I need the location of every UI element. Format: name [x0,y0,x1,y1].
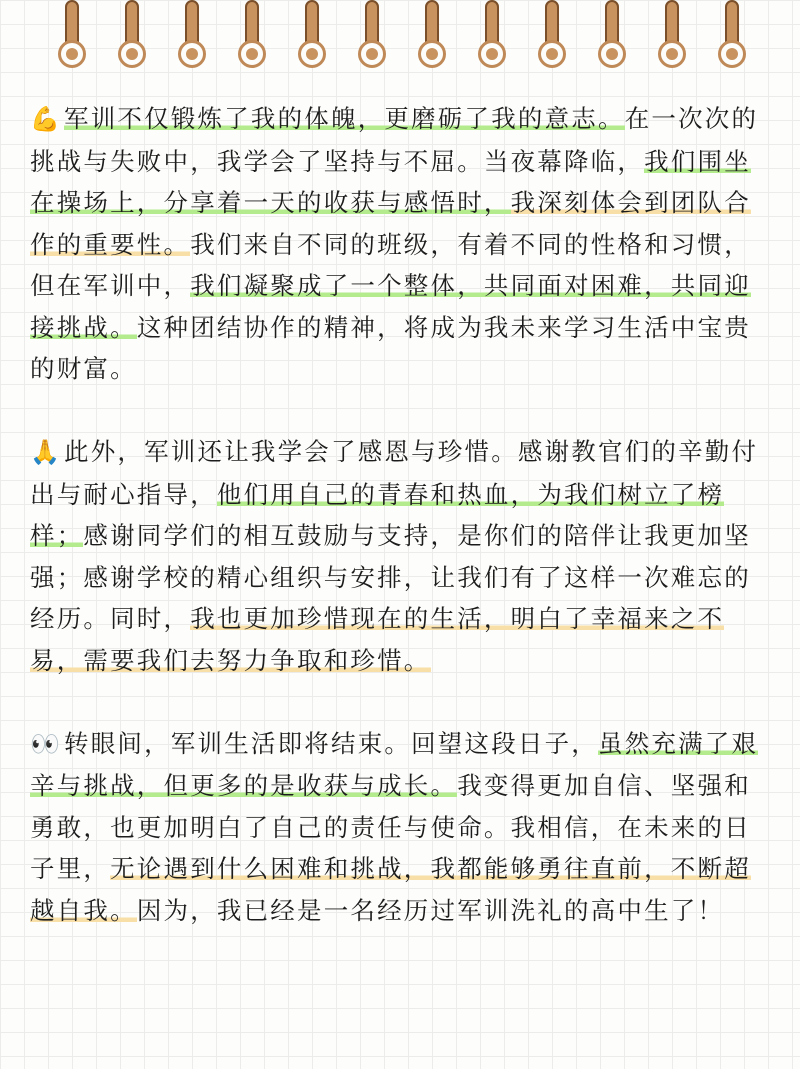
highlight-text: 虽然充满了艰辛与挑战，但更多的是收获与成长。 [30,728,759,800]
paragraph-gratitude [30,431,775,681]
highlight-text: 我深刻体会到团队合作的重要性。 [30,188,751,259]
highlight-text: 我们凝聚成了一个整体，共同面对困难，共同迎接挑战。 [30,271,751,342]
body-text: 此外，军训还让我学会了感恩与珍惜。感谢教官们的辛勤付出与耐心指导， [30,437,759,509]
binding-ring-icon [174,0,210,76]
notebook-binding [0,0,800,80]
binding-ring-icon [654,0,690,76]
folded-hands-icon: 🙏 [30,438,63,466]
highlight-text: 为我们树立了榜样； [30,479,725,550]
body-text: 在一次次的挑战与失败中，我学会了坚持与不屈。当夜幕降临， [30,104,759,176]
body-text: 这种团结协作的精神，将成为我未来学习生活中宝贵的财富。 [30,312,751,383]
binding-ring-icon [114,0,150,76]
binding-ring-icon [474,0,510,76]
body-text: 我变得更加自信、坚强和勇敢，也更加明白了自己的责任与使命。我相信，在未来的日子里， [30,771,751,883]
binding-ring-icon [414,0,450,76]
highlight-text: 我也更加珍惜现在的生活，明白了幸福来之不易，需要我们去努力争取和珍惜。 [30,604,725,675]
binding-ring-icon [234,0,270,76]
binding-ring-icon [714,0,750,76]
body-text: 我们来自不同的班级，有着不同的性格和习惯，但在军训中， [30,229,751,300]
highlight-text: 我们围坐在操场上，分享着一天的收获与感悟时， [30,146,751,217]
binding-ring-icon [354,0,390,76]
binding-ring-icon [594,0,630,76]
highlight-text: 无论遇到什么困难和挑战，我都能够勇往直前，不断超越自我。 [30,854,751,925]
body-text: 因为，我已经是一名经历过军训洗礼的高中生了！ [136,895,725,925]
body-text: 感谢同学们的相互鼓励与支持，是你们的陪伴让我更加坚强；感谢学校的精心组织与安排，让我们有了这样一次难忘的经历。同时， [30,521,751,633]
highlight-text: 他们用自己的青春和热血， [216,479,538,509]
note-content [30,98,775,973]
flexed-biceps-icon: 💪 [30,105,63,133]
binding-ring-icon [294,0,330,76]
highlight-text: 军训不仅锻炼了我的体魄，更磨砺了我的意志。 [64,104,625,133]
paragraph-training-will [30,98,775,390]
paragraph-ending [30,723,775,932]
body-text: 转眼间，军训生活即将结束。回望这段日子， [64,728,598,758]
binding-ring-icon [54,0,90,76]
eyes-icon: 👀 [30,729,63,758]
binding-ring-icon [534,0,570,76]
